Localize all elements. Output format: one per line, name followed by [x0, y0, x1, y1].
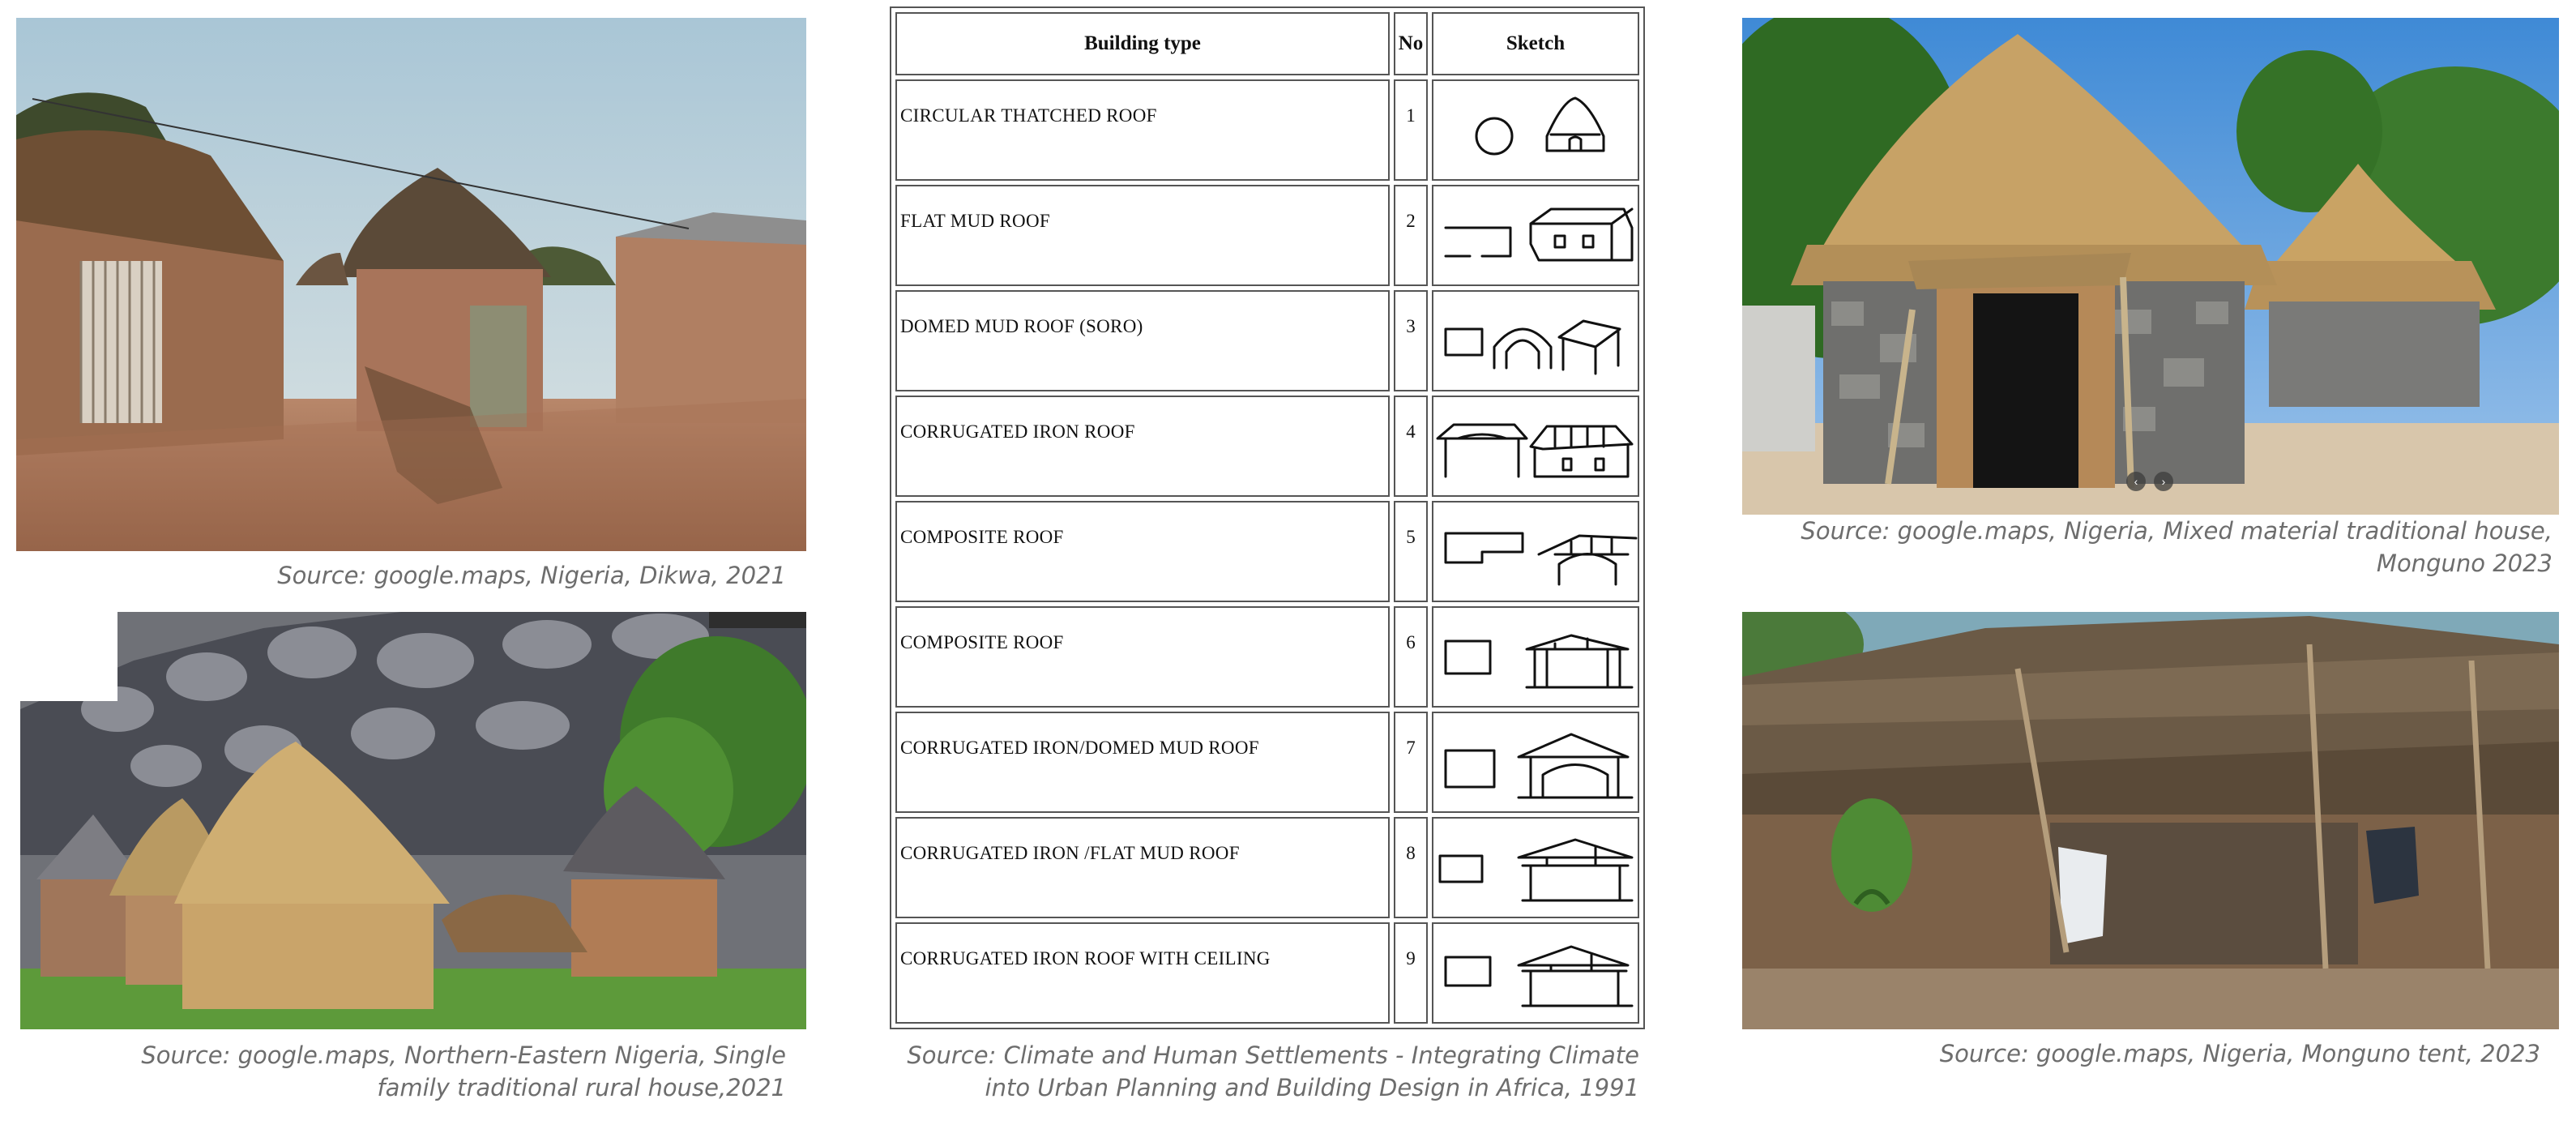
carousel-next-button[interactable]: › — [2154, 472, 2173, 491]
building-type-cell: DOMED MUD ROOF (SORO) — [895, 290, 1390, 391]
table-row — [895, 501, 1639, 602]
caption-monguno-mixed — [1742, 515, 2553, 579]
table-row — [895, 712, 1639, 813]
caption-line: Source: Climate and Human Settlements - Integrating Climate — [907, 1041, 1639, 1069]
sketch-cell — [1432, 501, 1639, 602]
corrugated-iron-roof-ceiling-sketch-icon — [1433, 929, 1638, 1018]
building-type-table — [890, 6, 1645, 1029]
photo-dikwa-mud-houses — [16, 18, 806, 551]
row-number-cell: 4 — [1394, 396, 1428, 497]
caption-northeast — [16, 1039, 786, 1104]
building-type-cell: COMPOSITE ROOF — [895, 606, 1390, 708]
row-number-cell: 5 — [1394, 501, 1428, 602]
caption-line: Source: google.maps, Nigeria, Dikwa, 2021 — [277, 562, 786, 589]
sketch-cell — [1432, 185, 1639, 286]
building-type-cell: CORRUGATED IRON/DOMED MUD ROOF — [895, 712, 1390, 813]
row-number-cell: 8 — [1394, 817, 1428, 918]
row-number-cell: 3 — [1394, 290, 1428, 391]
building-type-cell: COMPOSITE ROOF — [895, 501, 1390, 602]
caption-line: Source: google.maps, Nigeria, Mixed material traditional house, — [1801, 517, 2553, 545]
photo-northeast-rural-house — [20, 612, 806, 1029]
table-row — [895, 185, 1639, 286]
table-row — [895, 396, 1639, 497]
photo-palm-thatched-house-icon — [1742, 612, 2559, 1029]
sketch-cell — [1432, 396, 1639, 497]
building-type-cell: CIRCULAR THATCHED ROOF — [895, 79, 1390, 181]
corrugated-iron-flat-mud-roof-sketch-icon — [1433, 823, 1638, 913]
flat-mud-roof-sketch-icon — [1433, 191, 1638, 280]
caption-line: into Urban Planning and Building Design in Africa, 1991 — [985, 1074, 1639, 1101]
building-type-cell: CORRUGATED IRON ROOF WITH CEILING — [895, 922, 1390, 1024]
sketch-cell — [1432, 922, 1639, 1024]
photo-monguno-tent — [1742, 612, 2559, 1029]
caption-monguno-tent — [1742, 1037, 2540, 1070]
header-no: No — [1394, 12, 1428, 75]
caption-line: family traditional rural house,2021 — [377, 1074, 786, 1101]
caption-dikwa — [16, 559, 786, 592]
table-header-row — [895, 12, 1639, 75]
row-number-cell: 7 — [1394, 712, 1428, 813]
corrugated-iron-roof-sketch-icon — [1433, 402, 1638, 491]
photo-stone-round-hut-icon — [1742, 18, 2559, 515]
row-number-cell: 2 — [1394, 185, 1428, 286]
corrugated-iron-domed-mud-roof-sketch-icon — [1433, 718, 1638, 807]
table-row — [895, 606, 1639, 708]
photo-monguno-mixed-material — [1742, 18, 2559, 515]
sketch-cell — [1432, 817, 1639, 918]
composite-roof-sketch-icon — [1433, 507, 1638, 597]
sketch-cell — [1432, 712, 1639, 813]
table-row — [895, 290, 1639, 391]
row-number-cell: 1 — [1394, 79, 1428, 181]
table-row — [895, 79, 1639, 181]
building-types — [890, 6, 1645, 1029]
domed-mud-roof-sketch-icon — [1433, 297, 1638, 386]
circular-thatched-roof-sketch-icon — [1433, 86, 1638, 175]
row-number-cell: 6 — [1394, 606, 1428, 708]
table-row — [895, 817, 1639, 918]
building-type-cell: CORRUGATED IRON /FLAT MUD ROOF — [895, 817, 1390, 918]
header-sketch: Sketch — [1432, 12, 1639, 75]
row-number-cell: 9 — [1394, 922, 1428, 1024]
sketch-cell — [1432, 290, 1639, 391]
building-type-cell: FLAT MUD ROOF — [895, 185, 1390, 286]
photo-mud-houses-icon — [16, 18, 806, 551]
header-building-type: Building type — [895, 12, 1390, 75]
photo-thatched-granaries-icon — [20, 612, 806, 1029]
carousel-prev-button[interactable]: ‹ — [2126, 472, 2146, 491]
composite-roof-2-sketch-icon — [1433, 613, 1638, 702]
sketch-cell — [1432, 79, 1639, 181]
caption-line: Source: google.maps, Nigeria, Monguno tent, 2023 — [1939, 1040, 2540, 1067]
sketch-cell — [1432, 606, 1639, 708]
caption-line: Monguno 2023 — [2376, 550, 2553, 577]
caption-table-source — [890, 1039, 1639, 1104]
caption-line: Source: google.maps, Northern-Eastern Nigeria, Single — [141, 1041, 786, 1069]
building-type-cell: CORRUGATED IRON ROOF — [895, 396, 1390, 497]
table-row — [895, 922, 1639, 1024]
